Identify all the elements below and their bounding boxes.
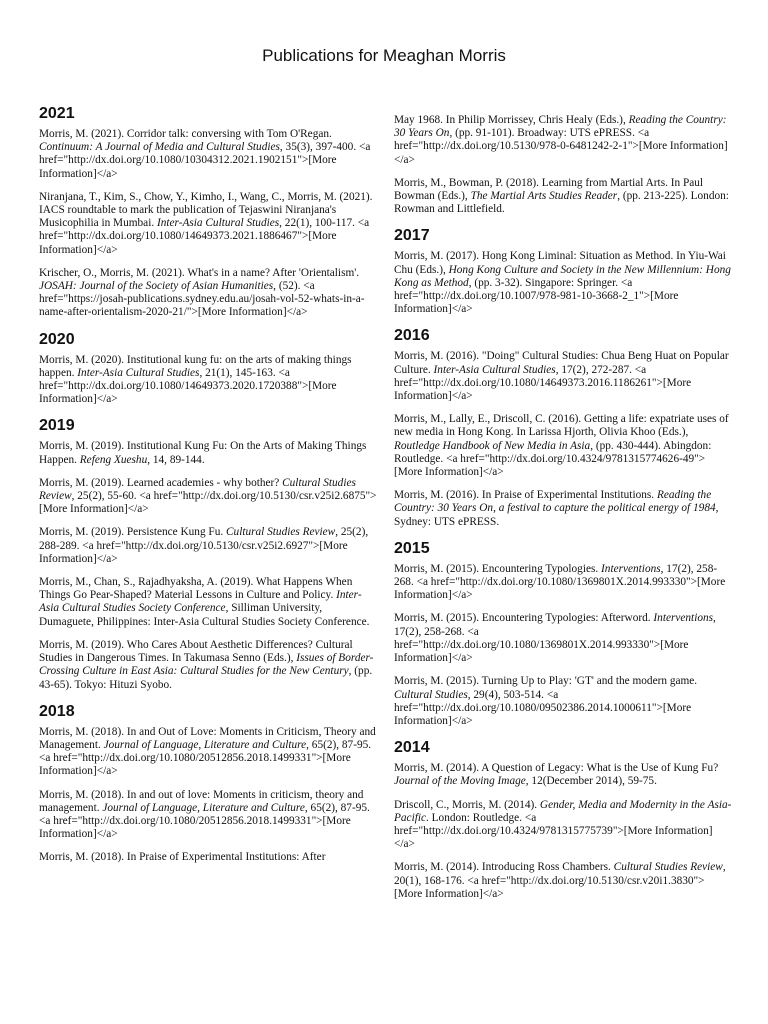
- year-heading: 2021: [39, 105, 75, 122]
- publication-entry: [39, 477, 377, 517]
- publication-entry: [39, 191, 377, 257]
- publication-text: , 14, 89-144.: [147, 453, 205, 466]
- publication-venue: Cultural Studies Review: [613, 861, 723, 874]
- publication-text: , (pp. 43-65). Tokyo: Hituzi Syobo.: [39, 665, 373, 691]
- publication-text: Morris, M. (2018). In and Out of Love: Moments in Criticism, Theory and Management.: [39, 725, 376, 751]
- publication-text: Morris, M. (2017). Hong Kong Liminal: Situation as Method. In Yiu-Wai Chu (Eds.),: [394, 250, 726, 276]
- year-heading: 2015: [394, 539, 430, 557]
- publication-venue: Interventions: [601, 562, 661, 575]
- publication-venue: Cultural Studies Review: [226, 526, 336, 539]
- publication-entry: [39, 789, 377, 842]
- publication-text: Morris, M. (2015). Encountering Typologies: Afterword.: [394, 612, 654, 625]
- publication-text: , 17(2), 258-268. <a href="http://dx.doi.org/10.1080/1369801X.2014.993330">[More Information]</a>: [394, 612, 716, 665]
- page-title: Publications for Meaghan Morris: [262, 46, 506, 65]
- publication-venue: Routledge Handbook of New Media in Asia: [394, 439, 591, 452]
- publication-text: Morris, M., Bowman, P. (2018). Learning from Martial Arts. In Paul Bowman (Eds.),: [394, 176, 704, 203]
- publication-text: Morris, M. (2020). Institutional kung fu: on the arts of making things happen.: [39, 353, 352, 379]
- publication-text: . London: Routledge. <a href="http://dx.doi.org/10.4324/9781315775739">[More Information]</a>: [394, 811, 713, 851]
- publication-text: , (pp. 91-101). Broadway: UTS ePRESS. <a href="http://dx.doi.org/10.5130/978-0-6481242-2-1">[More Information]</a>: [394, 127, 728, 166]
- publication-text: , (pp. 213-225). London: Rowman and Littlefield.: [394, 190, 729, 216]
- publication-text: Morris, M. (2015). Encountering Typologies.: [394, 562, 602, 575]
- publication-entry: [394, 563, 732, 603]
- publication-venue: Interventions: [653, 612, 714, 625]
- publication-text: , 25(2), 288-289. <a href="http://dx.doi.org/10.5130/csr.v25i2.6927">[More Information]</a>: [39, 526, 369, 565]
- publication-entry: [394, 114, 732, 167]
- publication-venue: Journal of the Moving Image: [394, 775, 526, 788]
- publication-text: , Silliman University, Dumaguete, Philippines: Inter-Asia Cultural Studies Society Conference.: [39, 602, 370, 628]
- publication-text: Morris, M. (2014). Introducing Ross Chambers.: [394, 861, 614, 874]
- publication-text: , 17(2), 272-287. <a href="http://dx.doi.org/10.1080/14649373.2016.1186261">[More Information]</a>: [394, 363, 692, 403]
- publication-text: Morris, M. (2018). In Praise of Experimental Institutions: After: [39, 851, 326, 864]
- publication-entry: [39, 576, 377, 629]
- year-heading: 2019: [39, 417, 75, 435]
- publication-entry: [394, 250, 732, 316]
- publication-text: Morris, M., Chan, S., Rajadhyaksha, A. (2019). What Happens When Things Go Pear-Shaped? Material Lessons in Culture and Policy.: [39, 576, 353, 602]
- publication-venue: Inter-Asia Cultural Studies: [433, 363, 556, 376]
- publication-venue: Cultural Studies Review: [39, 476, 356, 503]
- year-heading: 2016: [394, 327, 430, 345]
- publication-text: , (pp. 430-444). Abingdon: Routledge. <a href="http://dx.doi.org/10.4324/9781315774626-49">[More Information]</a>: [394, 439, 712, 479]
- publication-venue: The Martial Arts Studies Reader: [470, 190, 618, 203]
- publication-entry: [394, 177, 732, 217]
- publication-venue: Gender, Media and Modernity in the Asia-Pacific: [394, 798, 732, 824]
- publication-text: , 21(1), 145-163. <a href="http://dx.doi.org/10.1080/14649373.2020.1720388">[More Information]</a>: [39, 366, 337, 406]
- publication-text: Morris, M. (2015). Turning Up to Play: 'GT' and the modern game.: [394, 675, 698, 688]
- publication-text: Morris, M. (2019). Who Cares About Aesthetic Differences? Cultural Studies in Dangerous Times. In Takumasa Senno (Eds.),: [39, 638, 353, 665]
- publication-entry: [394, 489, 732, 529]
- publication-text: , 25(2), 55-60. <a href="http://dx.doi.org/10.5130/csr.v25i2.6875">[More Information]</a>: [39, 490, 377, 516]
- publication-text: , (pp. 3-32). Singapore: Springer. <a href="http://dx.doi.org/10.1007/978-981-10-3668-2_1">[More Information]</a>: [394, 276, 679, 316]
- publication-text: Krischer, O., Morris, M. (2021). What's in a name? After 'Orientalism'.: [39, 266, 360, 279]
- publication-entry: [394, 612, 732, 665]
- publication-venue: JOSAH: Journal of the Society of Asian Humanities: [39, 280, 274, 293]
- publication-text: Morris, M. (2021). Corridor talk: conversing with Tom O'Regan.: [39, 128, 332, 140]
- publication-entry: [394, 762, 732, 788]
- publication-entry: [39, 639, 377, 692]
- publication-text: , 12(December 2014), 59-75.: [525, 775, 657, 788]
- year-heading: 2018: [39, 702, 75, 720]
- publication-text: Morris, M. (2019). Persistence Kung Fu.: [39, 526, 227, 539]
- year-heading: 2017: [394, 227, 430, 245]
- publication-venue: Hong Kong Culture and Society in the New Millennium: Hong Kong as Method: [394, 263, 731, 289]
- publication-text: Morris, M. (2019). Institutional Kung Fu: On the Arts of Making Things Happen.: [39, 440, 367, 466]
- publication-venue: Journal of Language, Literature and Culture: [103, 738, 307, 751]
- publication-text: Morris, M. (2014). A Question of Legacy: What is the Use of Kung Fu?: [394, 762, 719, 775]
- publication-venue: Cultural Studies: [394, 688, 468, 701]
- publication-entry: [394, 799, 732, 852]
- publication-venue: Refeng Xueshu: [79, 453, 148, 466]
- publication-entry: [39, 726, 377, 779]
- publication-text: Morris, M. (2016). "Doing" Cultural Studies: Chua Beng Huat on Popular Culture.: [394, 350, 729, 376]
- publication-text: Niranjana, T., Kim, S., Chow, Y., Kimho, I., Wang, C., Morris, M. (2021). IACS roundtable to mark the publication of Tejaswini Niranjana's Musicophilia in Mumbai.: [39, 190, 373, 230]
- publication-entry: [394, 413, 732, 479]
- publication-entry: [39, 851, 377, 864]
- publication-text: , Sydney: UTS ePRESS.: [394, 502, 719, 528]
- publication-entry: [394, 861, 732, 901]
- publication-venue: Journal of Language, Literature and Culture: [102, 801, 305, 814]
- year-heading: 2014: [394, 739, 430, 757]
- publication-entry: [394, 350, 732, 403]
- publications-column-right: [394, 114, 732, 911]
- publication-text: , 35(3), 397-400. <a href="http://dx.doi.org/10.1080/10304312.2021.1902151">[More Information]</a>: [39, 141, 371, 180]
- year-heading: 2020: [39, 330, 75, 348]
- publication-venue: Inter-Asia Cultural Studies Society Conference: [39, 589, 362, 615]
- publication-text: Morris, M., Lally, E., Driscoll, C. (2016). Getting a life: expatriate uses of new media in Hong Kong. In Larissa Hjorth, Olivia Khoo (Eds.),: [394, 413, 729, 439]
- publication-text: , (52). <a href="https://josah-publications.sydney.edu.au/josah-vol-52-whats-in-a-name-after-orientalism-2020-21/">[More Information]</a>: [39, 280, 365, 319]
- publication-text: , 29(4), 503-514. <a href="http://dx.doi.org/10.1080/09502386.2014.1000611">[More Information]</a>: [394, 688, 692, 727]
- publication-text: Driscoll, C., Morris, M. (2014).: [394, 798, 540, 811]
- publication-text: , 20(1), 168-176. <a href="http://dx.doi.org/10.5130/csr.v20i1.3830">[More Information]</a>: [394, 861, 726, 900]
- publication-venue: Inter-Asia Cultural Studies: [77, 366, 200, 379]
- publication-venue: Reading the Country: 30 Years On, a festival to capture the political energy of 1984: [394, 489, 716, 515]
- publication-venue: Reading the Country: 30 Years On: [394, 114, 727, 140]
- publication-entry: [39, 267, 377, 320]
- publication-text: Morris, M. (2019). Learned academies - why bother?: [39, 476, 283, 489]
- publication-text: , 17(2), 258-268. <a href="http://dx.doi.org/10.1080/1369801X.2014.993330">[More Information]</a>: [394, 562, 726, 602]
- publication-text: , 22(1), 100-117. <a href="http://dx.doi.org/10.1080/14649373.2021.1886467">[More Information]</a>: [39, 217, 370, 256]
- publication-entry: [394, 675, 732, 728]
- publication-entry: [39, 128, 377, 181]
- publication-text: Morris, M. (2016). In Praise of Experimental Institutions.: [394, 489, 657, 502]
- publication-text: , 65(2), 87-95. <a href="http://dx.doi.org/10.1080/20512856.2018.1499331">[More Information]</a>: [39, 738, 372, 778]
- publication-venue: Issues of Border-Crossing Culture in East Asia: Cultural Studies for the New Century: [39, 652, 374, 678]
- publication-entry: [39, 440, 377, 466]
- publication-venue: Inter-Asia Cultural Studies: [156, 217, 280, 230]
- publication-text: Morris, M. (2018). In and out of love: Moments in criticism, theory and management.: [39, 788, 364, 814]
- publication-venue: Continuum: A Journal of Media and Cultural Studies: [39, 141, 280, 154]
- publication-text: May 1968. In Philip Morrissey, Chris Healy (Eds.),: [394, 114, 629, 126]
- publication-entry: [39, 526, 377, 566]
- publications-column-left: [39, 104, 377, 875]
- publication-text: , 65(2), 87-95. <a href="http://dx.doi.org/10.1080/20512856.2018.1499331">[More Information]</a>: [39, 801, 370, 841]
- publication-entry: [39, 354, 377, 407]
